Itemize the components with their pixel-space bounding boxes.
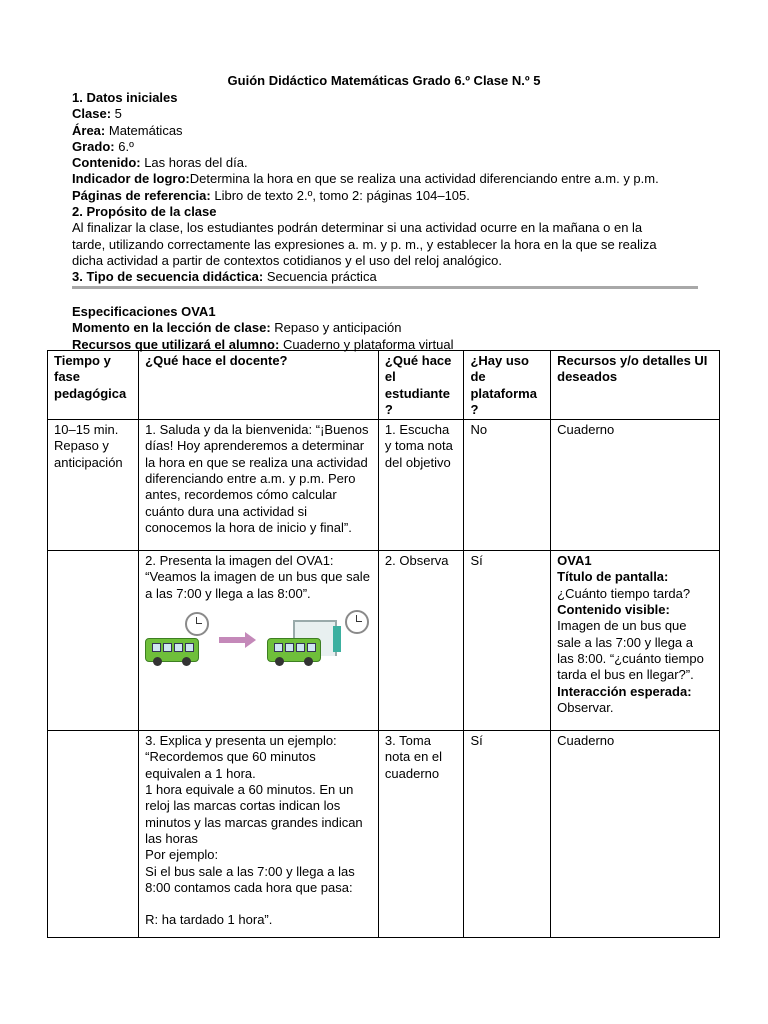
proposito-line-1: Al finalizar la clase, los estudiantes podrán determinar si una actividad ocurre en la mañana o en la: [72, 220, 643, 236]
clase-line: Clase: 5: [72, 106, 122, 122]
cell-estudiante: 2. Observa: [378, 551, 464, 731]
paginas-line: Páginas de referencia: Libro de texto 2.º, tomo 2: páginas 104–105.: [72, 187, 470, 203]
specs-heading: Especificaciones OVA1: [72, 304, 216, 319]
momento-line: Momento en la lección de clase: Repaso y anticipación: [72, 320, 402, 336]
cell-tiempo: 10–15 min. Repaso y anticipación: [48, 420, 139, 551]
docente-line-3: Por ejemplo:: [145, 847, 219, 863]
bus-illustration: [143, 610, 368, 670]
docente-text: 2. Presenta la imagen del OVA1: “Veamos la imagen de un bus que sale a las 7:00 y llega a las 8:00”.: [145, 553, 370, 601]
proposito-heading: 2. Propósito de la clase: [72, 204, 217, 220]
proposito-line-2: tarde, utilizando correctamente las expresiones a. m. y p. m., y establecer la hora en la que se realiza: [72, 236, 657, 252]
ova-label: OVA1: [557, 553, 592, 569]
bus-icon: [145, 638, 199, 662]
contenido-label: Contenido visible:: [557, 602, 670, 618]
bus-stop-sign-icon: [333, 626, 341, 652]
indicador-line: Indicador de logro:Determina la hora en que se realiza una actividad diferenciando entre a.m. y p.m.: [72, 171, 659, 187]
header-plataforma: ¿Hay uso de plataforma ?: [464, 351, 551, 420]
arrowhead-icon: [245, 632, 256, 648]
table-row: [48, 420, 720, 551]
cell-docente: 1. Saluda y da la bienvenida: “¡Buenos días! Hoy aprenderemos a determinar la hora en que se realiza una actividad diferenciando entre a.m. y p.m. Pero antes, recordemos cómo calcular cuánto dura una actividad si conocemos la hora de inicio y final”.: [139, 420, 379, 551]
header-docente: ¿Qué hace el docente?: [139, 351, 379, 420]
cell-plataforma: Sí: [464, 731, 551, 938]
clock-icon: [185, 612, 209, 636]
titulo-value: ¿Cuánto tiempo tarda?: [557, 585, 691, 601]
clock-icon: [345, 610, 369, 634]
bus-icon: [267, 638, 321, 662]
section-divider: [72, 286, 698, 289]
docente-line-1: 3. Explica y presenta un ejemplo: “Recordemos que 60 minutos equivalen a 1 hora.: [145, 733, 337, 781]
cell-recursos: [551, 551, 720, 731]
grado-line: Grado: 6.º: [72, 138, 134, 154]
cell-estudiante: 1. Escucha y toma nota del objetivo: [378, 420, 464, 551]
proposito-line-3: dicha actividad a partir de contextos cotidianos y el uso del reloj analógico.: [72, 252, 502, 268]
area-line: Área: Matemáticas: [72, 122, 183, 138]
header-estudiante: ¿Qué hace el estudiante ?: [378, 351, 464, 420]
cell-recursos: Cuaderno: [551, 731, 720, 938]
table-row: [48, 731, 720, 938]
specs-section: [72, 304, 698, 353]
datos-section: [72, 90, 698, 286]
docente-line-5: R: ha tardado 1 hora”.: [145, 912, 273, 928]
datos-heading: 1. Datos iniciales: [72, 90, 178, 105]
cell-docente: [139, 551, 379, 731]
docente-line-2: 1 hora equivale a 60 minutos. En un reloj las marcas cortas indican los minutos y las marcas grandes indican las horas: [145, 782, 363, 846]
titulo-label: Título de pantalla:: [557, 569, 669, 585]
cell-tiempo: [48, 551, 139, 731]
cell-plataforma: Sí: [464, 551, 551, 731]
cell-tiempo: [48, 731, 139, 938]
docente-line-4: Si el bus sale a las 7:00 y llega a las 8:00 contamos cada hora que pasa:: [145, 863, 355, 895]
recursos-line: Recursos que utilizará el alumno: Cuaderno y plataforma virtual: [72, 336, 454, 352]
cell-docente: [139, 731, 379, 938]
cell-estudiante: 3. Toma nota en el cuaderno: [378, 731, 464, 938]
cell-plataforma: No: [464, 420, 551, 551]
cell-recursos: Cuaderno: [551, 420, 720, 551]
interaccion-label: Interacción esperada:: [557, 683, 692, 699]
contenido-value: Imagen de un bus que sale a las 7:00 y llega a las 8:00. “¿cuánto tiempo tarda el bus en llegar?”.: [557, 618, 704, 683]
table-header-row: [48, 351, 720, 420]
arrow-icon: [219, 637, 247, 643]
header-tiempo: Tiempo y fase pedagógica: [48, 351, 139, 420]
lesson-table: [47, 350, 720, 938]
contenido-line: Contenido: Las horas del día.: [72, 155, 248, 171]
tipo-line: 3. Tipo de secuencia didáctica: Secuencia práctica: [72, 269, 377, 285]
table-row: [48, 551, 720, 731]
document-title: Guión Didáctico Matemáticas Grado 6.º Clase N.º 5: [227, 73, 541, 88]
interaccion-value: Observar.: [557, 699, 614, 715]
header-recursos: Recursos y/o detalles UI deseados: [551, 351, 720, 420]
